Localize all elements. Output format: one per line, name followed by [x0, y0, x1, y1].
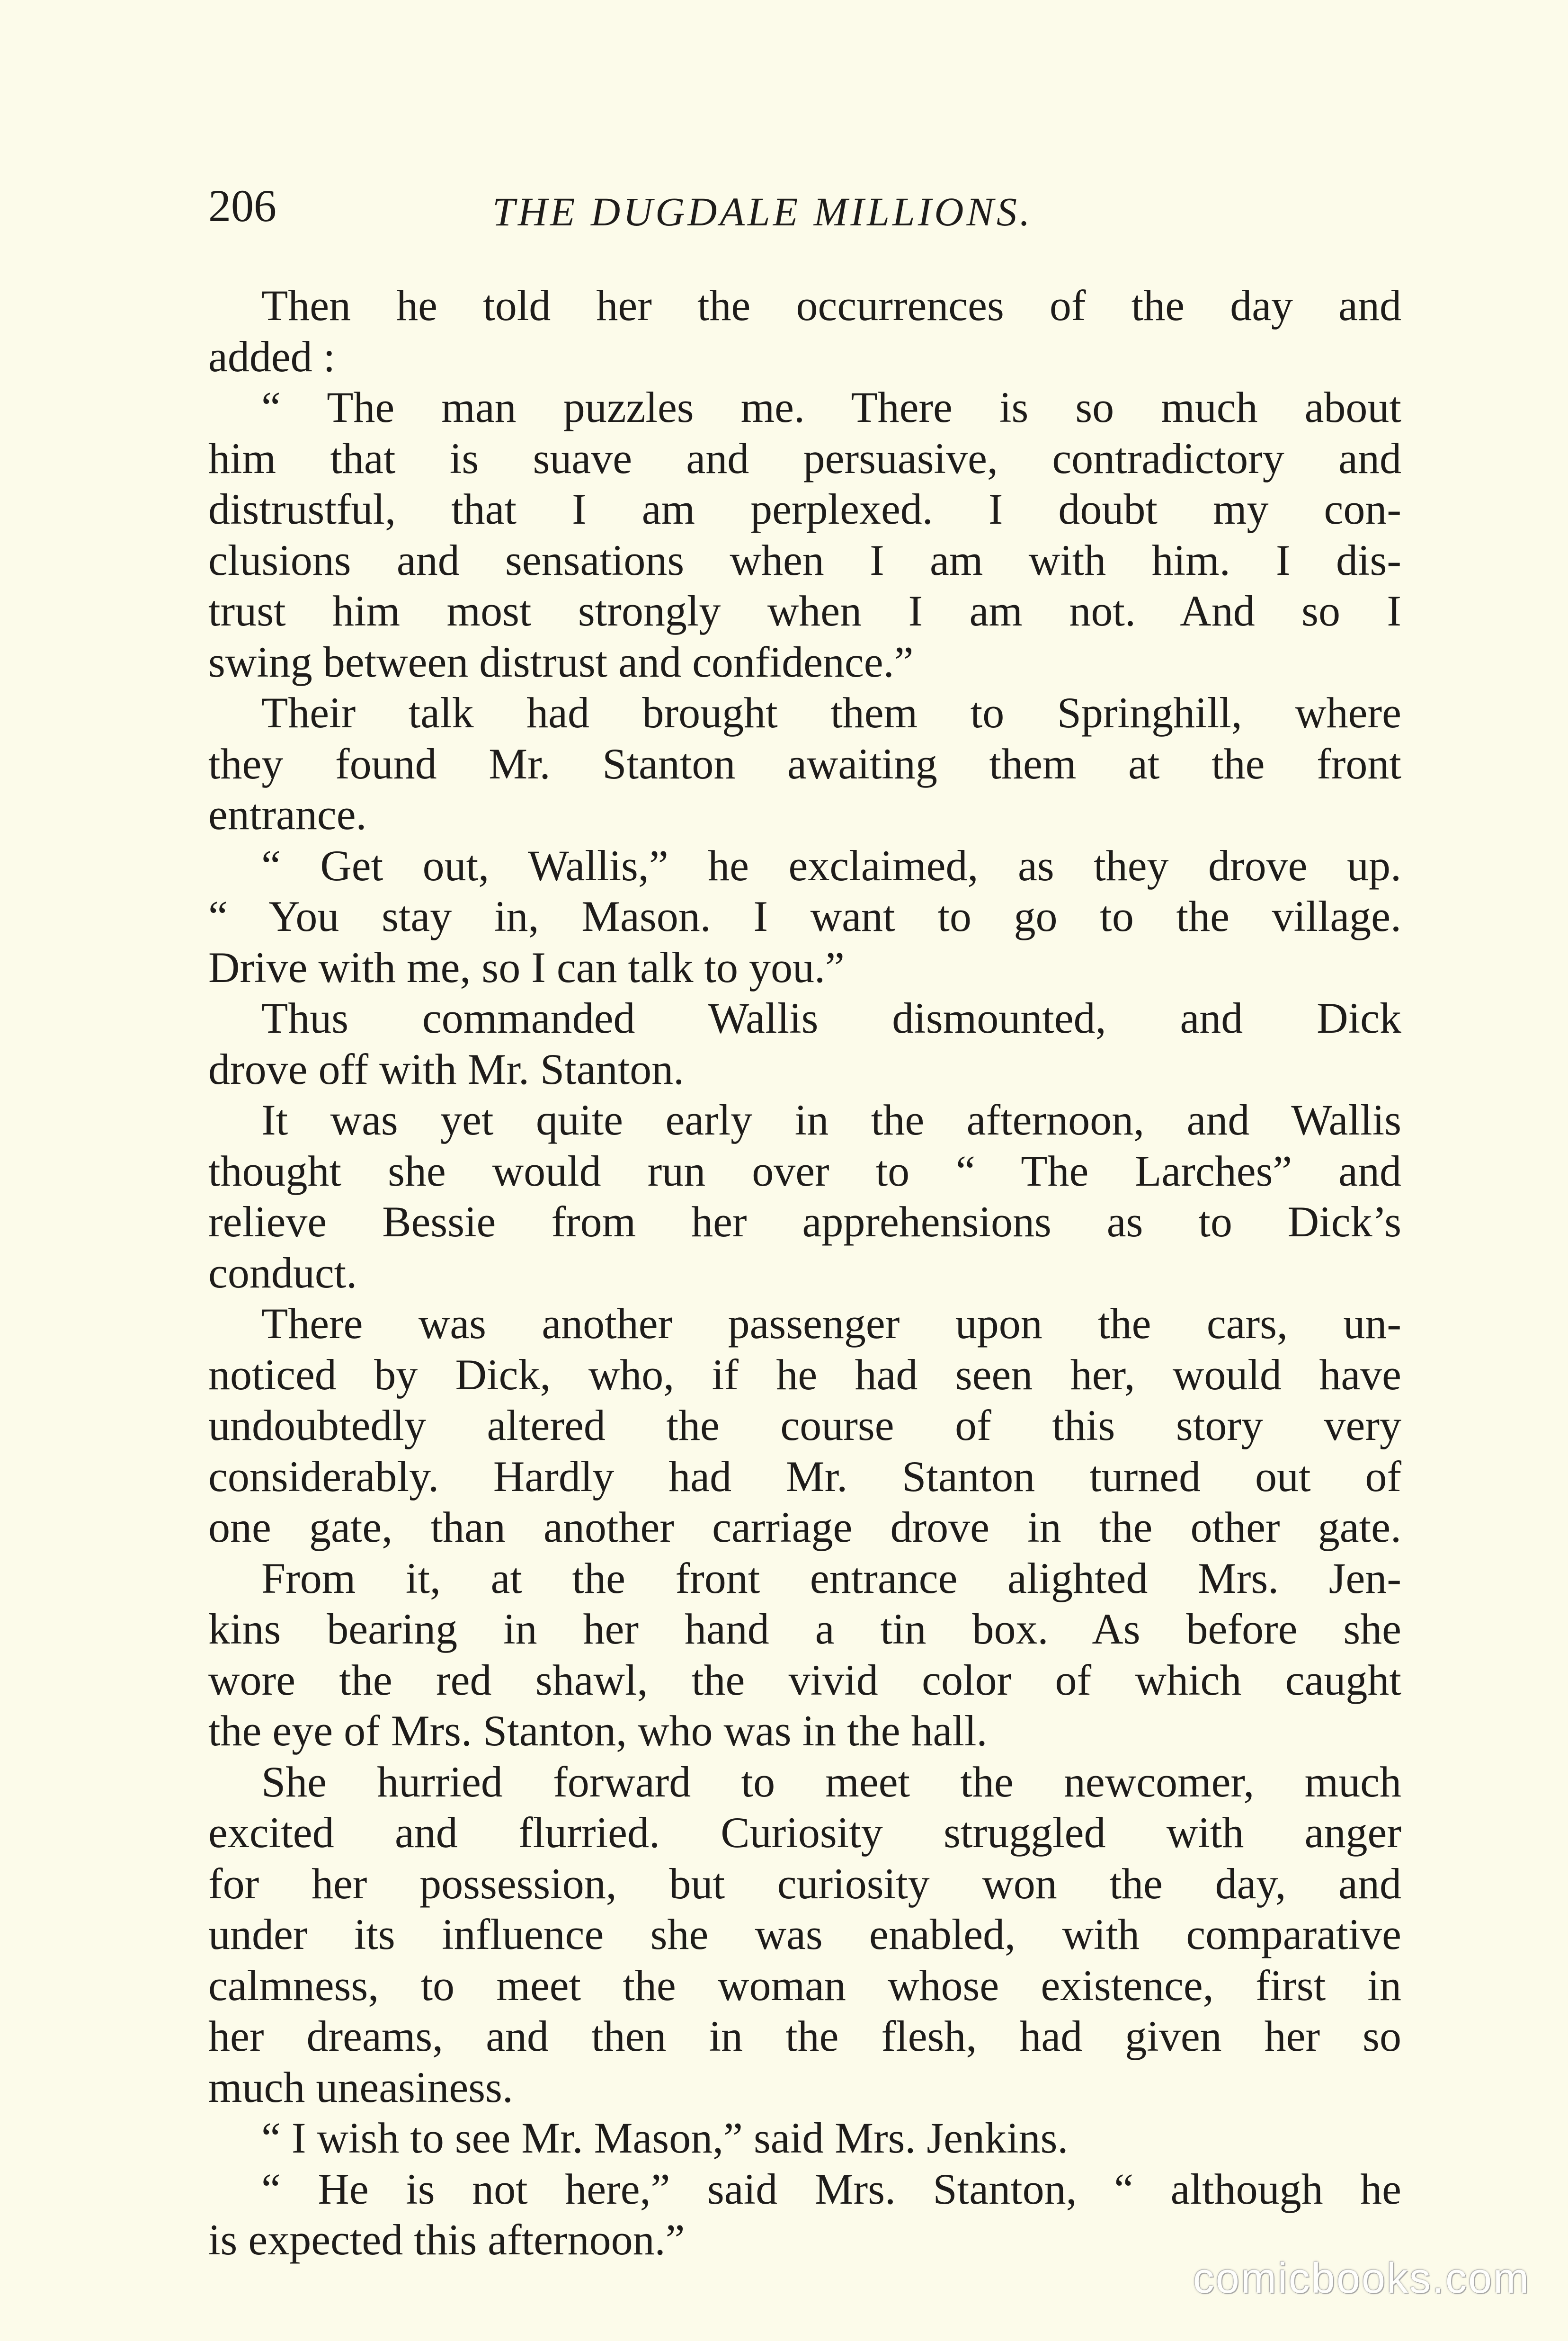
text-line: trust him most strongly when I am not. And so I [208, 587, 1401, 635]
text-line: him that is suave and persuasive, contradictory and [208, 434, 1401, 482]
text-line: From it, at the front entrance alighted Mrs. Jen- [261, 1554, 1401, 1602]
text-line: added : [208, 332, 336, 381]
text-line: one gate, than another carriage drove in the other gate. [208, 1503, 1401, 1551]
page-header [208, 175, 1401, 241]
text-line: they found Mr. Stanton awaiting them at the front [208, 739, 1401, 788]
text-line: swing between distrust and confidence.” [208, 637, 914, 686]
watermark: comicbooks.com [1193, 2255, 1530, 2302]
text-line: thought she would run over to “ The Larches” and [208, 1146, 1401, 1195]
text-line: Then he told her the occurrences of the day and [261, 281, 1401, 330]
text-line: Their talk had brought them to Springhill, where [261, 688, 1401, 737]
text-line: There was another passenger upon the cars, un- [261, 1299, 1401, 1348]
text-line: for her possession, but curiosity won the day, and [208, 1859, 1401, 1908]
text-line: drove off with Mr. Stanton. [208, 1045, 685, 1093]
text-line: considerably. Hardly had Mr. Stanton turned out of [208, 1452, 1401, 1501]
text-line: It was yet quite early in the afternoon, and Wallis [261, 1096, 1401, 1144]
text-line: her dreams, and then in the flesh, had given her so [208, 2012, 1401, 2060]
text-line: Thus commanded Wallis dismounted, and Dick [261, 994, 1401, 1042]
text-line: the eye of Mrs. Stanton, who was in the hall. [208, 1707, 988, 1755]
text-line: calmness, to meet the woman whose existence, first in [208, 1961, 1401, 2010]
body-text [208, 280, 1401, 2266]
text-line: clusions and sensations when I am with him. I dis- [208, 536, 1401, 584]
text-line: Drive with me, so I can talk to you.” [208, 943, 845, 992]
text-line: excited and flurried. Curiosity struggled with anger [208, 1808, 1401, 1857]
text-line: “ I wish to see Mr. Mason,” said Mrs. Jenkins. [261, 2114, 1069, 2162]
text-line: “ The man puzzles me. There is so much about [261, 383, 1401, 431]
text-line: much uneasiness. [208, 2063, 513, 2111]
text-line: distrustful, that I am perplexed. I doubt my con- [208, 485, 1401, 533]
text-line: She hurried forward to meet the newcomer, much [261, 1757, 1401, 1806]
text-line: “ Get out, Wallis,” he exclaimed, as they drove up. [261, 841, 1401, 890]
text-line: under its influence she was enabled, with comparative [208, 1910, 1401, 1958]
text-line: “ You stay in, Mason. I want to go to the village. [208, 892, 1401, 940]
text-line: entrance. [208, 790, 367, 839]
text-line: is expected this afternoon.” [208, 2216, 685, 2264]
text-line: kins bearing in her hand a tin box. As before she [208, 1605, 1401, 1653]
page-number: 206 [208, 180, 276, 231]
text-line: wore the red shawl, the vivid color of which caught [208, 1655, 1401, 1704]
text-line: noticed by Dick, who, if he had seen her, would have [208, 1350, 1401, 1399]
text-line: “ He is not here,” said Mrs. Stanton, “ although he [261, 2164, 1401, 2213]
text-line: undoubtedly altered the course of this story very [208, 1401, 1401, 1449]
running-title: THE DUGDALE MILLIONS. [492, 189, 1033, 234]
text-line: conduct. [208, 1248, 357, 1297]
text-line: relieve Bessie from her apprehensions as to Dick’s [208, 1197, 1401, 1246]
